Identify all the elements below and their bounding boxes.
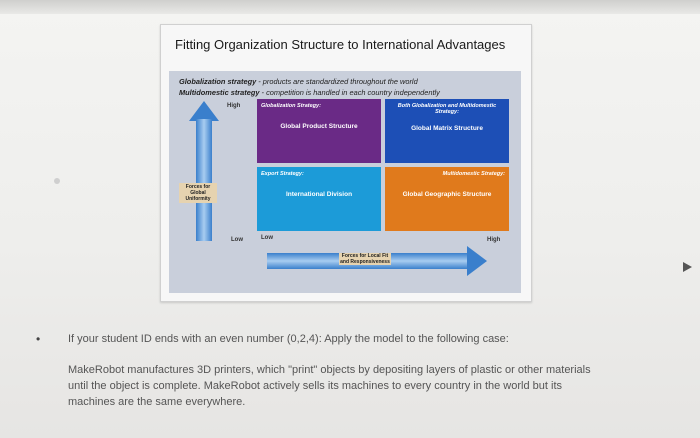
multidomestic-definition <box>179 88 440 97</box>
top-bar <box>0 0 700 14</box>
quadrant-matrix-body: Global Matrix Structure <box>411 125 483 132</box>
horizontal-arrow-head <box>467 246 487 276</box>
quadrant-multidomestic <box>385 167 509 231</box>
multidomestic-definition-text: - competition is handled in each country independently <box>259 88 440 97</box>
quadrant-export-heading: Export Strategy: <box>261 171 304 177</box>
diagram-panel <box>169 71 521 293</box>
case-text-line-3: machines are the same everywhere. <box>68 396 246 408</box>
case-text-line-1: MakeRobot manufactures 3D printers, which "print" objects by depositing layers of plastic or other materials <box>68 364 591 376</box>
forces-global-uniformity-label: Forces for Global Uniformity <box>179 183 217 203</box>
forces-local-fit-label: Forces for Local Fit and Responsiveness <box>340 253 390 265</box>
vertical-arrow <box>196 119 212 241</box>
mouse-pointer-icon <box>683 262 692 272</box>
x-axis-low-label: Low <box>261 235 273 241</box>
y-axis-low-label: Low <box>231 237 243 243</box>
slide-title: Fitting Organization Structure to International Advantages <box>175 37 506 52</box>
x-axis-high-label: High <box>487 237 501 243</box>
vertical-arrow-head <box>189 101 219 121</box>
scroll-dot <box>54 178 60 184</box>
globalization-definition <box>179 77 418 86</box>
case-text-line-2: until the object is complete. MakeRobot actively sells its machines to every country in the world but its <box>68 380 563 392</box>
quadrant-export-body: International Division <box>285 191 353 198</box>
quadrant-globalization-body: Global Product Structure <box>280 123 358 130</box>
quadrant-matrix <box>385 99 509 163</box>
globalization-definition-term: Globalization strategy <box>179 77 257 86</box>
case-instruction: If your student ID ends with an even number (0,2,4): Apply the model to the following case: <box>68 333 509 345</box>
globalization-definition-text: - products are standardized throughout the world <box>256 77 418 86</box>
quadrant-globalization <box>257 99 381 163</box>
bullet-icon: • <box>36 332 41 346</box>
quadrant-multidomestic-body: Global Geographic Structure <box>402 191 492 198</box>
slide-image <box>160 24 532 302</box>
quadrant-globalization-heading: Globalization Strategy: <box>261 103 321 109</box>
y-axis-high-label: High <box>227 103 241 109</box>
quadrant-multidomestic-heading: Multidomestic Strategy: <box>442 171 505 177</box>
multidomestic-definition-term: Multidomestic strategy <box>179 88 260 97</box>
quadrant-matrix-heading: Both Globalization and Multidomestic Strategy: <box>397 103 497 115</box>
quadrant-export <box>257 167 381 231</box>
